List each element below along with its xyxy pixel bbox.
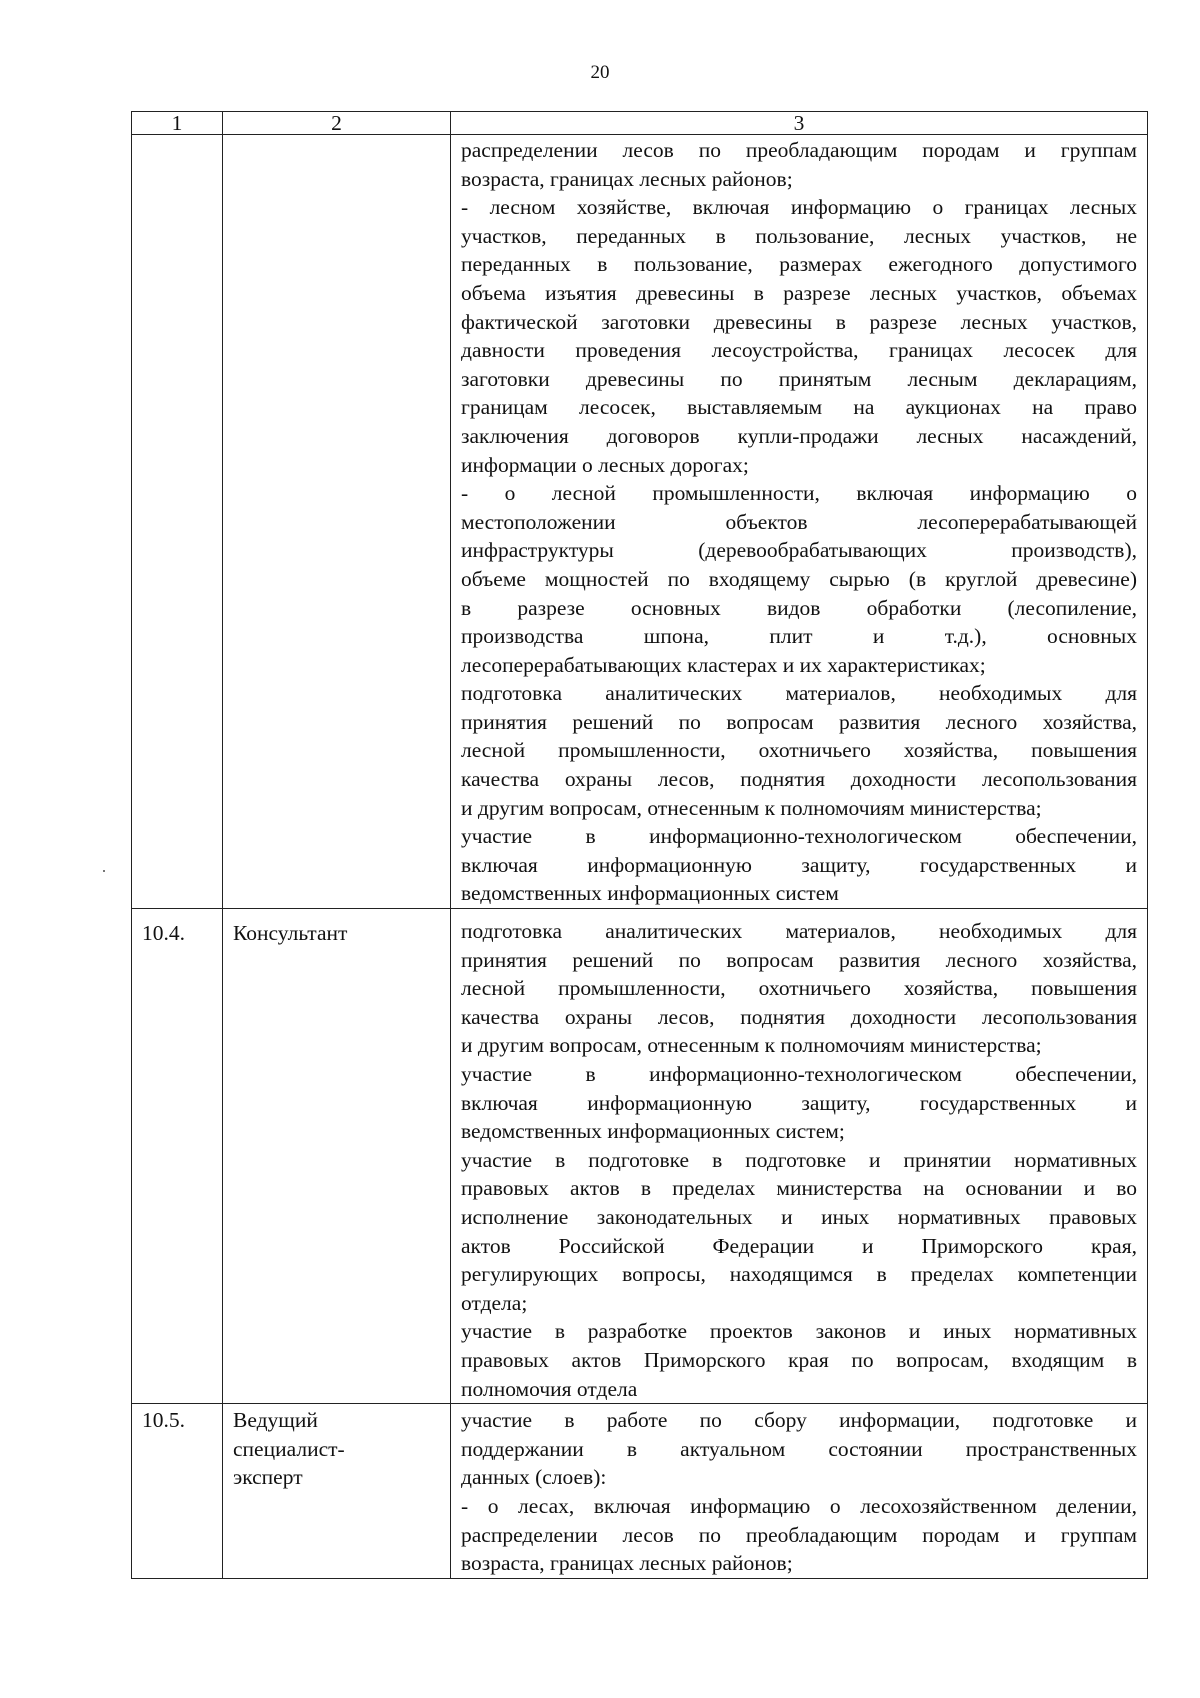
- position-cell: [223, 909, 451, 1404]
- duty-text-line: правовых актов в пределах министерства на основании и во: [461, 1176, 1137, 1201]
- row-number-cell: 10.5.: [132, 1404, 223, 1579]
- duty-text-line: регулирующих вопросы, находящимся в пределах компетенции: [461, 1262, 1137, 1287]
- duty-text-line: инфраструктуры (деревообрабатывающих производств),: [461, 538, 1137, 563]
- duty-text-line: возраста, границах лесных районов;: [461, 1551, 793, 1576]
- column-header-1: 1: [132, 112, 223, 135]
- duty-text-line: принятия решений по вопросам развития лесного хозяйства,: [461, 947, 1137, 972]
- position-cell: [223, 1404, 451, 1579]
- column-header-3: 3: [451, 112, 1148, 135]
- duty-text-line: - о лесной промышленности, включая информацию о: [461, 481, 1137, 506]
- position-line: Ведущий: [233, 1408, 318, 1433]
- duty-text-line: границам лесосек, выставляемым на аукционах на право: [461, 395, 1137, 420]
- duty-text-line: возраста, границах лесных районов;: [461, 166, 793, 191]
- duty-text-line: исполнение законодательных и иных нормативных правовых: [461, 1204, 1137, 1229]
- duty-text-line: фактической заготовки древесины в разрезе лесных участков,: [461, 309, 1137, 334]
- table-header-row: [132, 112, 1148, 135]
- duty-text-line: поддержании в актуальном состоянии пространственных: [461, 1436, 1137, 1461]
- duty-text-line: объема изъятия древесины в разрезе лесных участков, объемах: [461, 280, 1137, 305]
- duty-text-line: качества охраны лесов, поднятия доходности лесопользования: [461, 767, 1137, 792]
- duty-text-line: переданных в пользование, размерах ежегодного допустимого: [461, 252, 1137, 277]
- duty-text-line: ведомственных информационных систем;: [461, 1119, 845, 1144]
- duty-text-line: участие в информационно-технологическом обеспечении,: [461, 1062, 1137, 1086]
- duty-text-line: подготовка аналитических материалов, необходимых для: [461, 681, 1137, 706]
- duty-text-line: - лесном хозяйстве, включая информацию о границах лесных: [461, 195, 1137, 220]
- duty-text-line: включая информационную защиту, государственных и: [461, 1090, 1137, 1115]
- duty-text-line: ведомственных информационных систем: [461, 881, 839, 906]
- duty-text-line: включая информационную защиту, государственных и: [461, 852, 1137, 877]
- position-line: эксперт: [233, 1465, 303, 1490]
- page-number: 20: [590, 62, 610, 83]
- duties-cell: [451, 135, 1148, 909]
- duty-text-line: актов Российской Федерации и Приморского края,: [461, 1233, 1137, 1258]
- duty-text-line: заключения договоров купли-продажи лесных насаждений,: [461, 423, 1137, 448]
- duty-text-line: принятия решений по вопросам развития лесного хозяйства,: [461, 709, 1137, 734]
- duty-text-line: давности проведения лесоустройства, границах лесосек для: [461, 338, 1137, 363]
- duty-text-line: местоположении объектов лесоперерабатывающей: [461, 509, 1137, 534]
- duty-text-line: объеме мощностей по входящему сырью (в круглой древесине): [461, 566, 1137, 591]
- duties-table: [131, 111, 1148, 1579]
- duty-text-line: участие в работе по сбору информации, подготовке и: [461, 1408, 1137, 1433]
- duty-text-line: информации о лесных дорогах;: [461, 452, 749, 477]
- duty-text-line: качества охраны лесов, поднятия доходности лесопользования: [461, 1004, 1137, 1029]
- duty-text-line: и другим вопросам, отнесенным к полномочиям министерства;: [461, 795, 1042, 820]
- duty-text-line: участие в подготовке в подготовке и принятии нормативных: [461, 1147, 1137, 1172]
- duty-text-line: полномочия отдела: [461, 1376, 638, 1401]
- duty-text-line: распределении лесов по преобладающим породам и группам: [461, 138, 1137, 162]
- position-line: Консультант: [233, 921, 348, 946]
- duty-text-line: подготовка аналитических материалов, необходимых для: [461, 919, 1137, 944]
- duty-text-line: отдела;: [461, 1290, 528, 1315]
- row-number-cell: 10.4.: [132, 909, 223, 1404]
- duties-cell: [451, 1404, 1148, 1579]
- duty-text-line: - о лесах, включая информацию о лесохозяйственном делении,: [461, 1493, 1137, 1518]
- row-number-cell: [132, 135, 223, 909]
- table-row: [132, 1404, 1148, 1579]
- duty-text-line: лесоперерабатывающих кластерах и их характеристиках;: [461, 652, 986, 677]
- position-line: специалист-: [233, 1436, 345, 1461]
- duty-text-line: заготовки древесины по принятым лесным декларациям,: [461, 366, 1137, 391]
- scan-speck: [103, 870, 105, 872]
- duty-text-line: лесной промышленности, охотничьего хозяйства, повышения: [461, 738, 1137, 763]
- duty-text-line: и другим вопросам, отнесенным к полномочиям министерства;: [461, 1033, 1042, 1058]
- duty-text-line: участков, переданных в пользование, лесных участков, не: [461, 223, 1137, 248]
- column-header-2: 2: [223, 112, 451, 135]
- duty-text-line: лесной промышленности, охотничьего хозяйства, повышения: [461, 976, 1137, 1001]
- duty-text-line: производства шпона, плит и т.д.), основных: [461, 624, 1137, 649]
- duty-text-line: в разрезе основных видов обработки (лесопиление,: [461, 595, 1137, 620]
- position-cell: [223, 135, 451, 909]
- duty-text-line: распределении лесов по преобладающим породам и группам: [461, 1522, 1137, 1547]
- duties-cell: [451, 909, 1148, 1404]
- duty-text-line: данных (слоев):: [461, 1465, 607, 1490]
- duty-text-line: участие в информационно-технологическом обеспечении,: [461, 824, 1137, 849]
- duty-text-line: правовых актов Приморского края по вопросам, входящим в: [461, 1347, 1137, 1372]
- duty-text-line: участие в разработке проектов законов и иных нормативных: [461, 1319, 1137, 1344]
- table-row: [132, 135, 1148, 909]
- table-row: [132, 909, 1148, 1404]
